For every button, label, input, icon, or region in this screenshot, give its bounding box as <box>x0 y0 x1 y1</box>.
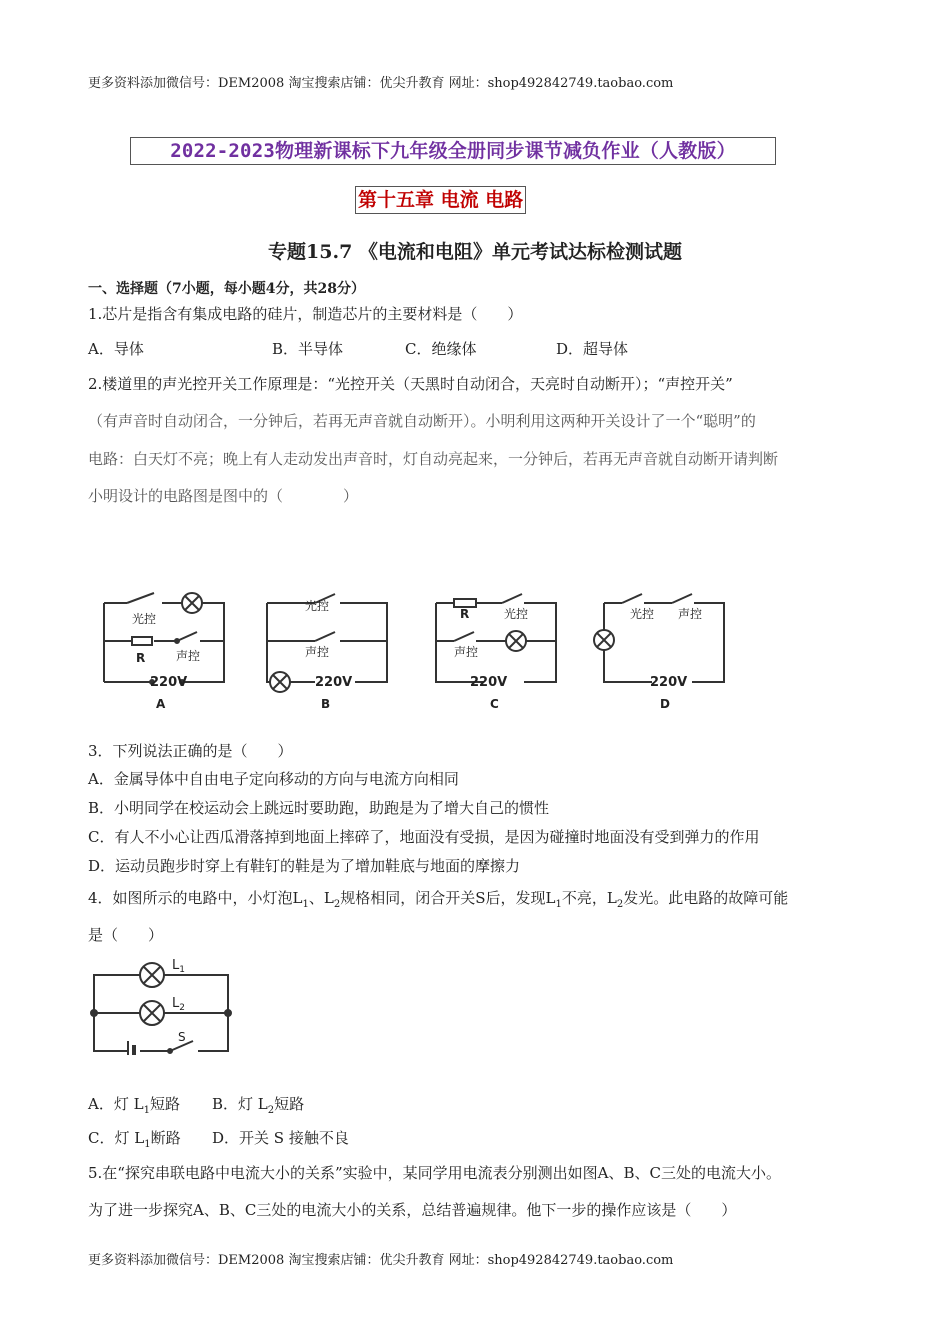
label-r-a: R <box>136 651 146 665</box>
q4-option-d: D．开关 S 接触不良 <box>212 1129 349 1147</box>
q3-option-a: A．金属导体中自由电子定向移动的方向与电流方向相同 <box>88 770 459 788</box>
q2-line-2: （有声音时自动闭合，一分钟后，若再无声音就自动断开）。小明利用这两种开关设计了一个“聪明”的 <box>88 412 756 430</box>
q2-line-4: 小明设计的电路图是图中的（ ） <box>88 487 359 505</box>
label-guangkong-b: 光控 <box>305 599 330 613</box>
label-220v-c: 220V <box>470 675 508 690</box>
label-220v-d: 220V <box>650 675 688 690</box>
label-shengkong-a: 声控 <box>176 649 201 663</box>
q4-option-c: C．灯 $L_1$断路 <box>88 1129 181 1150</box>
label-shengkong-b: 声控 <box>305 645 330 659</box>
q3-option-d: D．运动员跑步时穿上有鞋钉的鞋是为了增加鞋底与地面的摩擦力 <box>88 857 521 875</box>
q4-line-1: 4．如图所示的电路中，小灯泡$L_1$、$L_2$规格相同，闭合开关S后，发现$L_1$不亮，$L_2$发光。此电路的故障可能 <box>88 889 789 910</box>
q3-stem: 3．下列说法正确的是（ ） <box>88 742 293 760</box>
q2-line-3: 电路：白天灯不亮；晚上有人走动发出声音时，灯自动亮起来，一分钟后，若再无声音就自动断开请判断 <box>88 450 779 468</box>
q3-option-b: B．小明同学在校运动会上跳远时要助跑，助跑是为了增大自己的惯性 <box>88 799 550 817</box>
label-guangkong-a: 光控 <box>132 612 157 626</box>
q1-option-c: C．绝缘体 <box>405 340 477 358</box>
label-shengkong-c: 声控 <box>454 645 479 659</box>
label-r-c: R <box>460 607 470 621</box>
label-220v-b: 220V <box>315 675 353 690</box>
label-220v-a: 220V <box>150 675 188 690</box>
label-b: B <box>321 697 331 711</box>
q4-option-b: B．灯 $L_2$短路 <box>212 1095 305 1116</box>
topic-title: 专题15.7 《电流和电阻》单元考试达标检测试题 <box>268 241 682 263</box>
q4-circuit-figure <box>88 955 238 1055</box>
circuit-a <box>104 593 224 711</box>
document-title: 2022-2023物理新课标下九年级全册同步课节减负作业（人教版） <box>130 137 776 165</box>
q4-option-a: A．灯 $L_1$短路 <box>88 1095 180 1116</box>
section-heading: 一、选择题（7小题，每小题4分，共28分） <box>88 281 365 297</box>
q4-label-s: S <box>178 1030 186 1044</box>
label-c: C <box>490 697 499 711</box>
q3-option-c: C．有人不小心让西瓜滑落掉到地面上摔碎了，地面没有受损，是因为碰撞时地面没有受到弹力的作用 <box>88 828 760 846</box>
footer-info: 更多资料添加微信号：DEM2008 淘宝搜索店铺：优尖升教育 网址：shop492842749.taobao.com <box>88 1253 674 1268</box>
label-guangkong-d: 光控 <box>630 607 655 621</box>
q5-line-1: 5.在“探究串联电路中电流大小的关系”实验中，某同学用电流表分别测出如图A、B、C三处的电流大小。 <box>88 1164 781 1182</box>
header-info: 更多资料添加微信号：DEM2008 淘宝搜索店铺：优尖升教育 网址：shop492842749.taobao.com <box>88 76 674 91</box>
q4-label-l1: $L_1$ <box>172 958 185 975</box>
label-guangkong-c: 光控 <box>504 607 529 621</box>
circuit-c <box>436 594 556 711</box>
q2-line-1: 2.楼道里的声光控开关工作原理是：“光控开关（天黑时自动闭合，天亮时自动断开）；“声控开关” <box>88 375 733 393</box>
q1-option-b: B．半导体 <box>272 340 344 358</box>
label-a: A <box>156 697 166 711</box>
q4-label-l2: $L_2$ <box>172 996 185 1013</box>
q4-line-2: 是（ ） <box>88 926 164 944</box>
q1-option-d: D．超导体 <box>556 340 629 358</box>
q2-circuit-figure <box>92 588 752 718</box>
chapter-title: 第十五章 电流 电路 <box>355 186 526 214</box>
circuit-d <box>594 594 724 711</box>
q1-stem: 1.芯片是指含有集成电路的硅片，制造芯片的主要材料是（ ） <box>88 305 523 323</box>
q5-line-2: 为了进一步探究A、B、C三处的电流大小的关系，总结普遍规律。他下一步的操作应该是（ ） <box>88 1201 737 1219</box>
label-shengkong-d: 声控 <box>678 607 703 621</box>
circuit-b <box>267 594 387 711</box>
q1-option-a: A．导体 <box>88 340 144 358</box>
label-d: D <box>660 697 670 711</box>
